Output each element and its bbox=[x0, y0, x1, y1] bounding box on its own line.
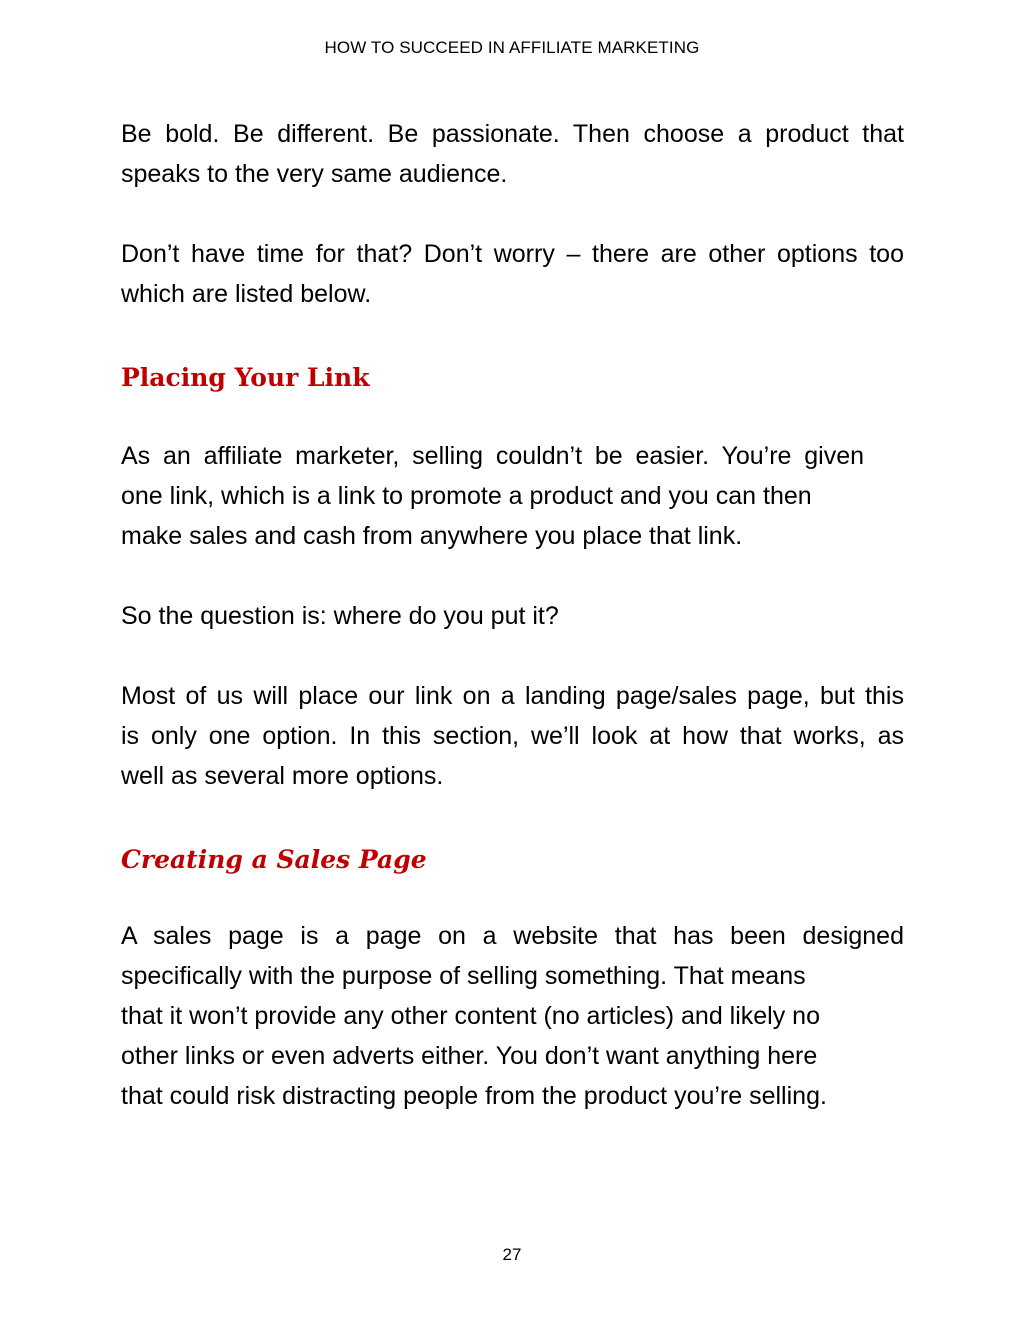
paragraph-question bbox=[121, 596, 904, 636]
paragraph-be-bold bbox=[121, 114, 904, 194]
page-number: 27 bbox=[502, 1245, 522, 1264]
paragraph-line: Be bold. Be different. Be passionate. Then choose a product that bbox=[121, 120, 904, 148]
paragraph-line: speaks to the very same audience. bbox=[121, 160, 508, 188]
paragraph-spacer bbox=[121, 796, 904, 840]
section-heading-placing-your-link: Placing Your Link bbox=[121, 363, 370, 392]
paragraph-line: A sales page is a page on a website that has been designed bbox=[121, 922, 904, 950]
paragraph-spacer bbox=[121, 194, 904, 234]
paragraph-spacer bbox=[121, 636, 904, 676]
paragraph-line: other links or even adverts either. You don’t want anything here bbox=[121, 1042, 818, 1070]
paragraph-line: that could risk distracting people from the product you’re selling. bbox=[121, 1082, 827, 1110]
paragraph-line: Most of us will place our link on a landing page/sales page, but this bbox=[121, 682, 904, 710]
paragraph-line: So the question is: where do you put it? bbox=[121, 602, 559, 630]
paragraph-line: is only one option. In this section, we’ll look at how that works, as bbox=[121, 722, 904, 750]
paragraph-line: one link, which is a link to promote a product and you can then bbox=[121, 482, 812, 510]
paragraph-spacer bbox=[121, 314, 904, 358]
paragraph-affiliate-marketer bbox=[121, 436, 864, 556]
page-content bbox=[121, 114, 904, 1116]
running-header: HOW TO SUCCEED IN AFFILIATE MARKETING bbox=[324, 38, 700, 57]
paragraph-line: make sales and cash from anywhere you place that link. bbox=[121, 522, 743, 550]
paragraph-spacer bbox=[121, 556, 904, 596]
paragraph-line: that it won’t provide any other content (no articles) and likely no bbox=[121, 1002, 820, 1030]
section-heading-creating-sales-page: Creating a Sales Page bbox=[121, 845, 427, 874]
paragraph-most-of-us bbox=[121, 676, 904, 796]
paragraph-line: specifically with the purpose of selling something. That means bbox=[121, 962, 806, 990]
paragraph-line: As an affiliate marketer, selling couldn’t be easier. You’re given bbox=[121, 442, 864, 470]
paragraph-line: well as several more options. bbox=[121, 762, 444, 790]
paragraph-line: which are listed below. bbox=[121, 280, 372, 308]
paragraph-sales-page bbox=[121, 916, 904, 1116]
paragraph-line: Don’t have time for that? Don’t worry – there are other options too bbox=[121, 240, 904, 268]
paragraph-spacer bbox=[121, 880, 904, 916]
paragraph-dont-have-time bbox=[121, 234, 904, 314]
paragraph-spacer bbox=[121, 398, 904, 436]
